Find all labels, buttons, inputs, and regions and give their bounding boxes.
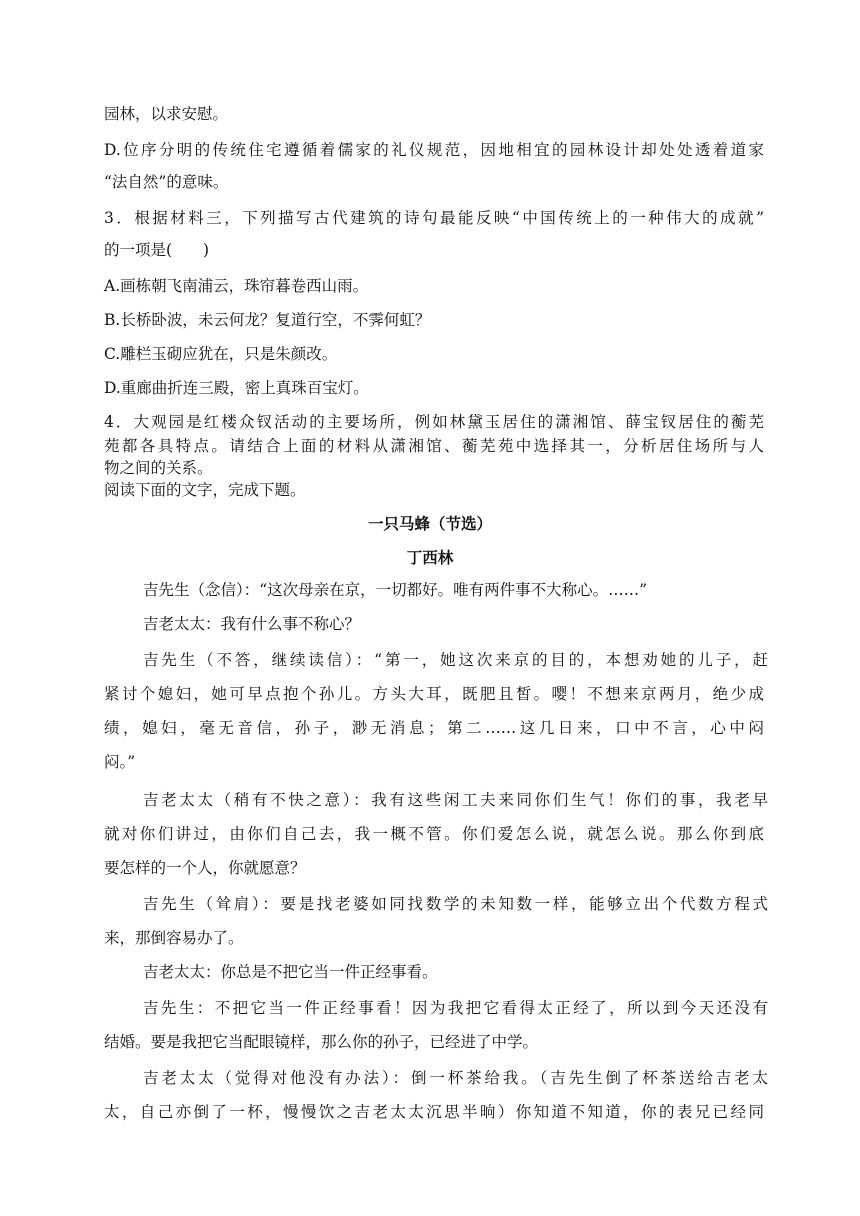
q3-option-b: B.长桥卧波，未云何龙？复道行空，不霁何虹？ [104,311,431,329]
play-title: 一只马蜂（节选） [367,514,492,533]
play-paragraph-4-line1: 吉老太太（稍有不快之意）：我有这些闲工夫来同你们生气！你们的事，我老早 [143,791,768,809]
q3-option-d: D.重廊曲折连三殿，密上真珠百宝灯。 [104,379,369,397]
q2-continuation-text: 园林，以求安慰。 [104,105,229,123]
q3-option-a: A.画栋朝飞南浦云，珠帘暮卷西山雨。 [104,277,369,295]
q3-stem-line2: 的一项是( ) [104,241,210,259]
play-paragraph-2: 吉老太太：我有什么事不称心？ [143,615,361,633]
play-paragraph-3-line1: 吉先生（不答，继续读信）：“第一，她这次来京的目的，本想劝她的儿子，赶 [143,651,768,669]
play-paragraph-7-line1: 吉先生：不把它当一件正经事看！因为我把它看得太正经了，所以到今天还没有 [143,999,768,1017]
q3-option-c: C.雕栏玉砌应犹在，只是朱颜改。 [104,345,338,363]
play-paragraph-3-line3: 绩，媳妇，毫无音信，孙子，渺无消息；第二……这几日来，口中不言，心中闷 [104,719,764,737]
play-author: 丁西林 [406,548,454,567]
play-paragraph-4-line2: 就对你们讲过，由你们自己去，我一概不管。你们爱怎么说，就怎么说。那么你到底 [104,825,764,843]
play-paragraph-3-line2: 紧讨个媳妇，她可早点抱个孙儿。方头大耳，既肥且皙。嘤！不想来京两月，绝少成 [104,685,764,703]
play-paragraph-5-line2: 来，那倒容易办了。 [104,929,244,947]
play-paragraph-8-line2: 太，自己亦倒了一杯，慢慢饮之吉老太太沉思半晌）你知道不知道，你的表兄已经同 [104,1103,764,1121]
play-paragraph-7-line2: 结婚。要是我把它当配眼镜样，那么你的孙子，已经进了中学。 [104,1033,539,1051]
play-paragraph-3-line4: 闷。” [104,753,136,771]
q3-stem-line1: 3．根据材料三，下列描写古代建筑的诗句最能反映“中国传统上的一种伟大的成就” [104,209,764,227]
play-paragraph-6: 吉老太太：你总是不把它当一件正经事看。 [143,963,438,981]
play-paragraph-5-line1: 吉先生（耸肩）：要是找老婆如同找数学的未知数一样，能够立出个代数方程式 [143,895,768,913]
q4-line2: 苑都各具特点。请结合上面的材料从潇湘馆、蘅芜苑中选择其一，分析居住场所与人 [104,437,764,455]
q2-option-d-line2: “法自然”的意味。 [104,173,229,191]
q4-line1: 4．大观园是红楼众钗活动的主要场所，例如林黛玉居住的潇湘馆、薛宝钗居住的蘅芜 [104,413,764,431]
play-paragraph-1: 吉先生（念信）：“这次母亲在京，一切都好。唯有两件事不大称心。……” [143,581,648,599]
play-paragraph-8-line1: 吉老太太（觉得对他没有办法）：倒一杯茶给我。（吉先生倒了杯茶送给吉老太 [143,1069,768,1087]
reading-instruction: 阅读下面的文字，完成下题。 [104,481,306,499]
q2-option-d-line1: D.位序分明的传统住宅遵循着儒家的礼仪规范，因地相宜的园林设计却处处透着道家 [104,141,764,159]
play-paragraph-4-line3: 要怎样的一个人，你就愿意？ [104,859,306,877]
q4-line3: 物之间的关系。 [104,459,213,477]
